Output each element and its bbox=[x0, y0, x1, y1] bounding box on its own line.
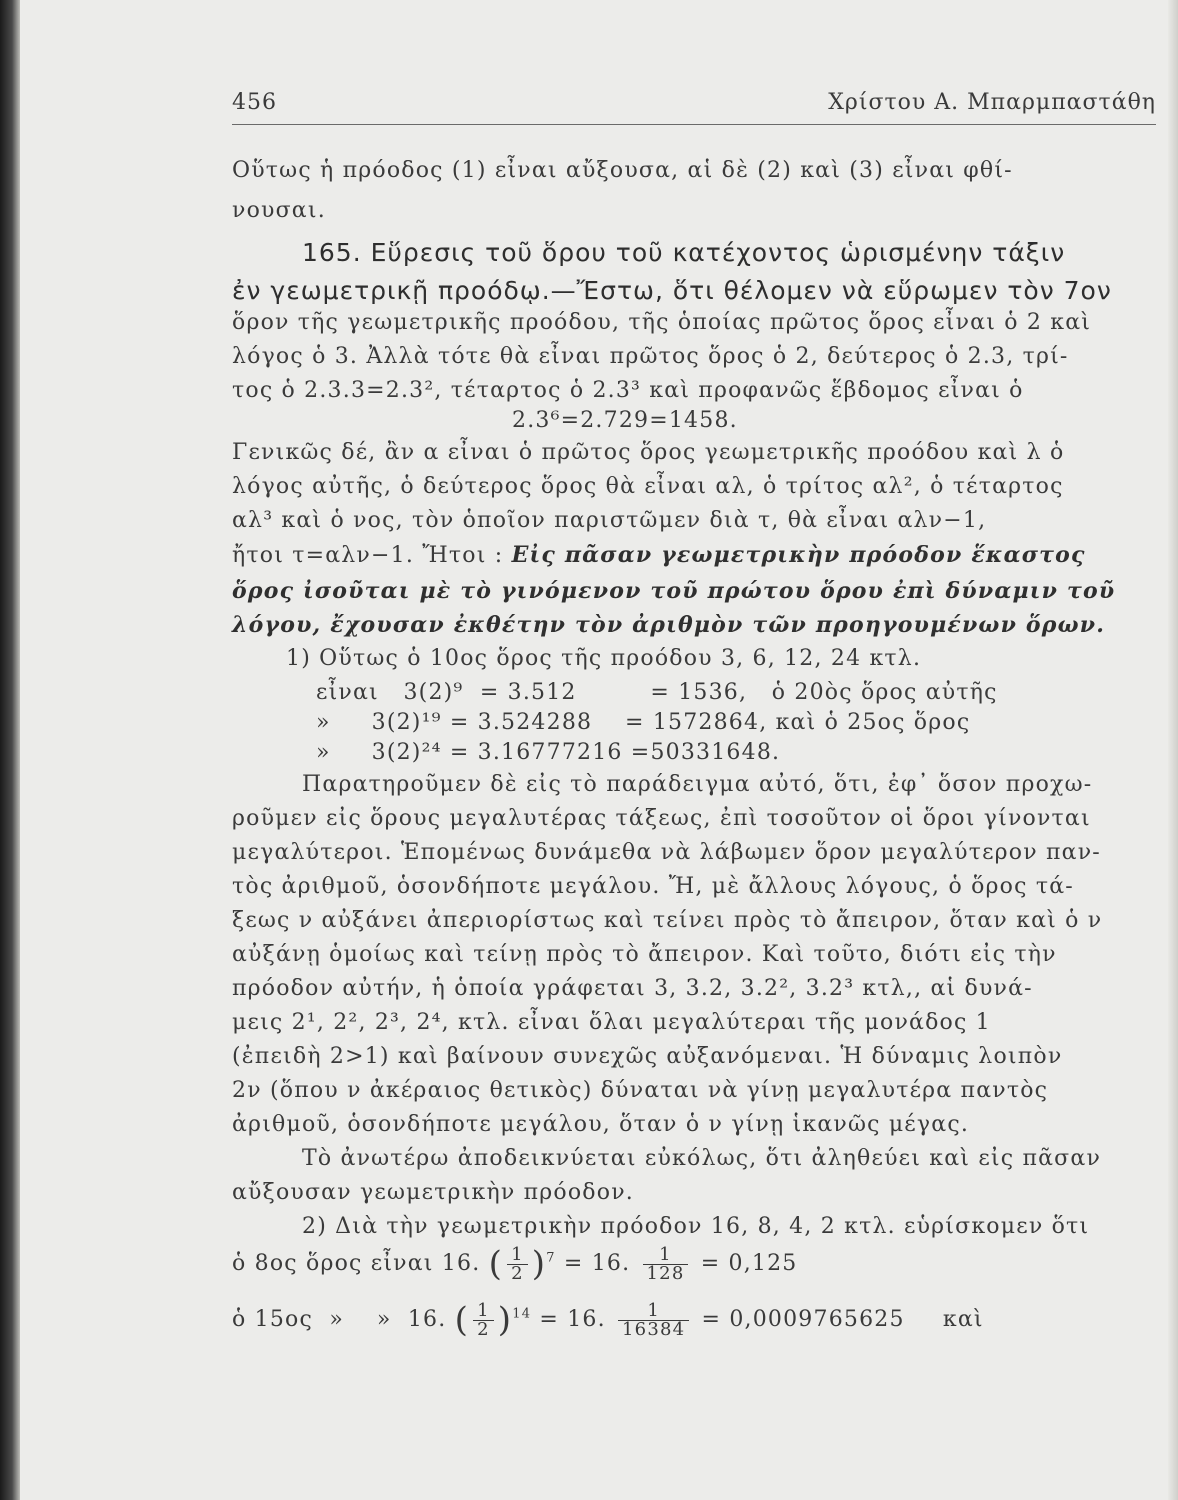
equation-line: » 3(2)¹⁹ = 3.524288 = 1572864, καὶ ὁ 25ος ὅρος bbox=[316, 710, 971, 735]
text-line: πρόοδον αὐτήν, ἡ ὁποία γράφεται 3, 3.2, 3.2², 3.2³ κτλ,, αἱ δυνά- bbox=[232, 976, 1033, 1001]
text-line: μεις 2¹, 2², 2³, 2⁴, κτλ. εἶναι ὅλαι μεγαλύτεραι τῆς μονάδος 1 bbox=[232, 1010, 991, 1035]
section-heading: 165. Εὕρεσις τοῦ ὅρου τοῦ κατέχοντος ὡρισμένην τάξιν bbox=[302, 238, 1066, 267]
paren-open: ( bbox=[454, 1300, 470, 1340]
text-line: Οὕτως ἡ πρόοδος (1) εἶναι αὔξουσα, αἱ δὲ (2) καὶ (3) εἶναι φθί- bbox=[232, 158, 1013, 183]
theorem-text: λόγου, ἔχουσαν ἐκθέτην τὸν ἀριθμὸν τῶν προηγουμένων ὅρων. bbox=[232, 612, 1106, 638]
numerator: 1 bbox=[643, 1246, 689, 1265]
paren-close: ) bbox=[531, 1244, 547, 1284]
text-line: αὐξάνῃ ὁμοίως καὶ τείνῃ πρὸς τὸ ἄπειρον. Καὶ τοῦτο, διότι εἰς τὴν bbox=[232, 942, 1057, 967]
text-line: ξεως ν αὐξάνει ἀπεριορίστως καὶ τείνει πρὸς τὸ ἄπειρον, ὅταν καὶ ὁ ν bbox=[232, 908, 1103, 933]
numerator: 1 bbox=[618, 1302, 689, 1321]
denominator: 2 bbox=[477, 1318, 490, 1340]
page-number: 456 bbox=[232, 90, 277, 115]
text-line: Γενικῶς δέ, ἂν α εἶναι ὁ πρῶτος ὅρος γεωμετρικῆς προόδου καὶ λ ὁ bbox=[232, 440, 1065, 465]
text-line: (ἐπειδὴ 2>1) καὶ βαίνουν συνεχῶς αὐξανόμεναι. Ἡ δύναμις λοιπὸν bbox=[232, 1044, 1063, 1069]
text-line: αὔξουσαν γεωμετρικὴν πρόοδον. bbox=[232, 1180, 634, 1205]
theorem-text: Εἰς πᾶσαν γεωμετρικὴν πρόοδον ἕκαστος bbox=[511, 542, 1086, 568]
eq-mid: = 16. bbox=[539, 1307, 606, 1332]
eq-result: = 0,125 bbox=[700, 1251, 798, 1276]
numerator: 1 bbox=[507, 1246, 528, 1265]
equation-line: » 3(2)²⁴ = 3.16777216 =50331648. bbox=[316, 740, 781, 765]
text-line: τὸς ἀριθμοῦ, ὁσονδήποτε μεγάλου. Ἤ, μὲ ἄλλους λόγους, ὁ ὅρος τά- bbox=[232, 874, 1074, 899]
eq-result: = 0,0009765625 bbox=[701, 1307, 905, 1332]
fraction bbox=[507, 1243, 528, 1284]
eq-prefix: ὁ 15ος » » 16. bbox=[232, 1307, 447, 1332]
equation-line bbox=[232, 1244, 798, 1284]
equation-line: εἶναι 3(2)⁹ = 3.512 = 1536, ὁ 20ὸς ὅρος αὐτῆς bbox=[316, 680, 998, 705]
denominator: 128 bbox=[646, 1262, 685, 1284]
fraction bbox=[473, 1299, 494, 1340]
exponent: 14 bbox=[512, 1306, 532, 1322]
text-line: 2) Διὰ τὴν γεωμετρικὴν πρόοδον 16, 8, 4, 2 κτλ. εὑρίσκομεν ὅτι bbox=[302, 1214, 1090, 1239]
section-heading-continued: ἐν γεωμετρικῇ προόδῳ.—Ἔστω, ὅτι θέλομεν νὰ εὕρωμεν τὸν 7ον bbox=[232, 276, 1112, 305]
text-line: αλ³ καὶ ὁ νος, τὸν ὁποῖον παριστῶμεν διὰ τ, θὰ εἶναι αλν−1, bbox=[232, 508, 987, 533]
equation-line bbox=[232, 1300, 984, 1340]
paren-close: ) bbox=[497, 1300, 513, 1340]
text-line: μεγαλύτεροι. Ἑπομένως δυνάμεθα νὰ λάβωμεν ὅρον μεγαλύτερον παν- bbox=[232, 840, 1101, 865]
eq-suffix: καὶ bbox=[942, 1307, 984, 1332]
theorem-text: ὅρος ἰσοῦται μὲ τὸ γινόμενον τοῦ πρώτου ὅρου ἐπὶ δύναμιν τοῦ bbox=[232, 578, 1116, 604]
fraction bbox=[618, 1299, 689, 1340]
text-line: τος ὁ 2.3.3=2.3², τέταρτος ὁ 2.3³ καὶ προφανῶς ἕβδομος εἶναι ὁ bbox=[232, 378, 1024, 403]
text-line: λόγος αὐτῆς, ὁ δεύτερος ὅρος θὰ εἶναι αλ, ὁ τρίτος αλ², ὁ τέταρτος bbox=[232, 474, 1064, 499]
section-heading-line bbox=[232, 276, 1112, 305]
denominator: 16384 bbox=[622, 1318, 686, 1340]
author-name: Χρίστου Α. Μπαρμπαστάθη bbox=[828, 90, 1156, 115]
text-fragment: ἤτοι τ=αλν−1. Ἤτοι : bbox=[232, 543, 504, 568]
paren-open: ( bbox=[488, 1244, 504, 1284]
text-line: Τὸ ἀνωτέρω ἀποδεικνύεται εὐκόλως, ὅτι ἀληθεύει καὶ εἰς πᾶσαν bbox=[302, 1146, 1102, 1171]
page-edge bbox=[1168, 0, 1178, 1500]
header-rule bbox=[232, 124, 1156, 125]
eq-mid: = 16. bbox=[563, 1251, 631, 1276]
text-line bbox=[232, 542, 1086, 568]
text-line: λόγος ὁ 3. Ἀλλὰ τότε θὰ εἶναι πρῶτος ὅρος ὁ 2, δεύτερος ὁ 2.3, τρί- bbox=[232, 344, 1069, 369]
numerator: 1 bbox=[473, 1302, 494, 1321]
example-line: 1) Οὕτως ὁ 10ος ὅρος τῆς προόδου 3, 6, 12, 24 κτλ. bbox=[286, 646, 922, 671]
text-line: ροῦμεν εἰς ὅρους μεγαλυτέρας τάξεως, ἐπὶ τοσοῦτον οἱ ὅροι γίνονται bbox=[232, 806, 1091, 831]
fraction bbox=[643, 1243, 689, 1284]
equation-line: 2.3⁶=2.729=1458. bbox=[512, 408, 738, 433]
running-header bbox=[232, 90, 1156, 122]
denominator: 2 bbox=[511, 1262, 524, 1284]
text-line: ὅρον τῆς γεωμετρικῆς προόδου, τῆς ὁποίας πρῶτος ὅρος εἶναι ὁ 2 καὶ bbox=[232, 310, 1092, 335]
book-binding-shadow bbox=[0, 0, 20, 1500]
text-line: νουσαι. bbox=[232, 198, 326, 223]
eq-prefix: ὁ 8ος ὅρος εἶναι 16. bbox=[232, 1251, 481, 1276]
text-line: 2ν (ὅπου ν ἀκέραιος θετικὸς) δύναται νὰ γίνῃ μεγαλυτέρα παντὸς bbox=[232, 1078, 1049, 1103]
text-line: Παρατηροῦμεν δὲ εἰς τὸ παράδειγμα αὐτό, ὅτι, ἐφ᾽ ὅσον προχω- bbox=[302, 772, 1093, 797]
exponent: 7 bbox=[546, 1250, 556, 1266]
text-line: ἀριθμοῦ, ὁσονδήποτε μεγάλου, ὅταν ὁ ν γίνῃ ἱκανῶς μέγας. bbox=[232, 1112, 970, 1137]
